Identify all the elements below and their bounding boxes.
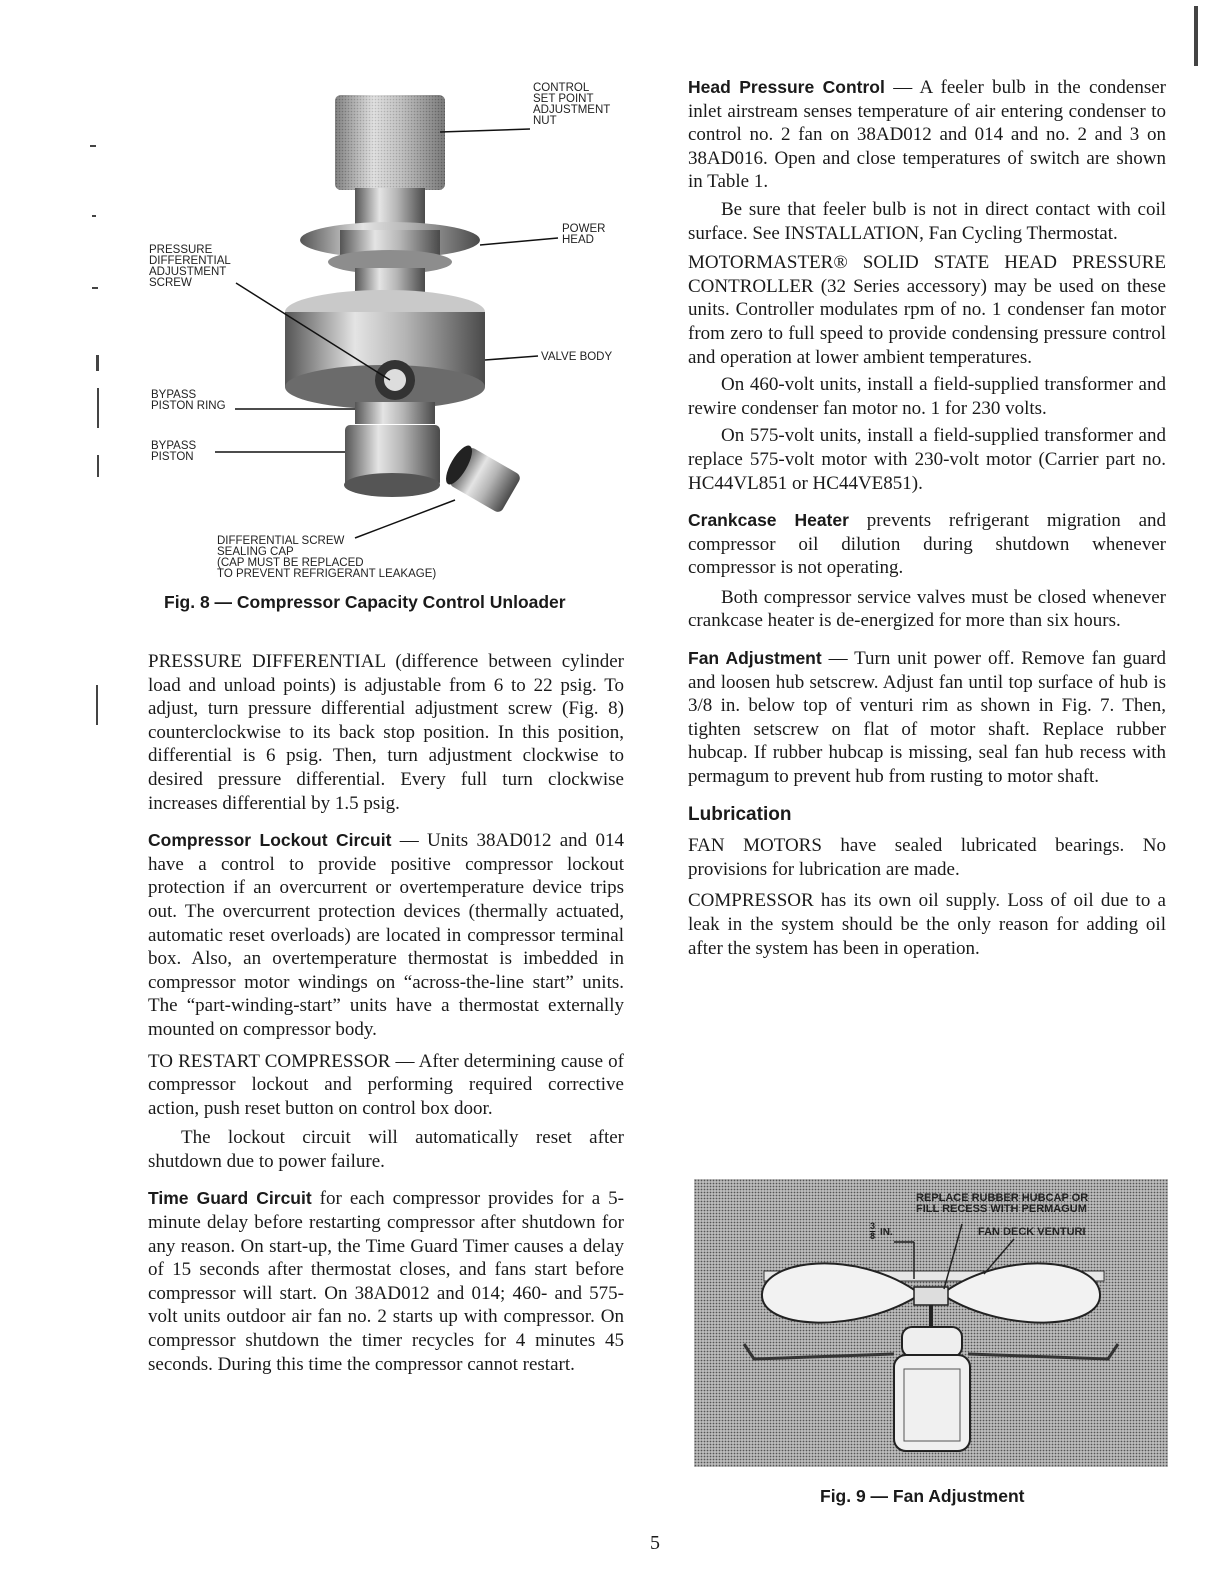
crankcase-text: prevents refrigerant migration and compressor oil dilution during shutdown whenever compressor is not operating. xyxy=(688,510,1167,579)
right-column xyxy=(688,76,1166,960)
label-fan-deck-venturi: FAN DECK VENTURI xyxy=(978,1226,1086,1238)
label-sealing-cap: DIFFERENTIAL SCREW SEALING CAP (CAP MUST BE REPLACED TO PREVENT REFRIGERANT LEAKAGE) xyxy=(217,535,437,580)
label-bypass-piston: BYPASS PISTON xyxy=(151,440,197,463)
motormaster-paragraph: MOTORMASTER® SOLID STATE HEAD PRESSURE CONTROLLER (32 Series accessory) may be used on these units. Controller modulates rpm of no. 1 condenser fan motor from zero to full speed to provide condensing pressure control and operation at lower ambient temperatures. xyxy=(688,252,1166,368)
fan-adjustment-heading: Fan Adjustment xyxy=(688,648,822,669)
restart-paragraph: TO RESTART COMPRESSOR — After determining cause of compressor lockout and performing required corrective action, push reset button on control box door. xyxy=(148,1050,624,1119)
fan-adjustment-paragraph xyxy=(688,647,1166,789)
label-control-set-point: CONTROL SET POINT ADJUSTMENT NUT xyxy=(533,82,611,127)
timeguard-text: for each compressor provides for a 5-minute delay before restarting compressor after shutdown for any reason. On start-up, the Time Guard Timer causes a delay of 15 seconds after thermostat closes, and fans start before compressor will start. On 38AD012 and 014; 460- and 575-volt units outdoor air fan no. 2 starts up with compressor. On compressor shutdown the timer recycles for 4 minutes 45 seconds. During this time the compressor cannot restart. xyxy=(148,1188,624,1375)
feeler-bulb-paragraph: Be sure that feeler bulb is not in direct contact with coil surface. See INSTALLATION, Fan Cycling Thermostat. xyxy=(688,198,1166,244)
head-pressure-text: — A feeler bulb in the condenser inlet airstream senses temperature of air entering condenser to control no. 2 fan on 38AD012 and 014 and no. 2 and 3 on 38AD016. Open and close temperatures of switch are shown in Table 1. xyxy=(688,77,1166,193)
figure-9 xyxy=(694,1179,1168,1477)
crankcase-paragraph xyxy=(688,509,1166,580)
crankcase-heading: Crankcase Heater xyxy=(688,510,849,531)
timeguard-heading: Time Guard Circuit xyxy=(148,1188,312,1209)
dimension-numerator: 3 xyxy=(870,1221,876,1231)
label-power-head: POWER HEAD xyxy=(562,223,606,246)
head-pressure-heading: Head Pressure Control xyxy=(688,77,885,97)
pressure-differential-paragraph: PRESSURE DIFFERENTIAL (difference between cylinder load and unload points) is adjustable from 6 to 22 psig. To adjust, turn pressure differential adjustment screw (Fig. 8) counterclockwise to its back stop position. In this position, differential is 6 psig. Then, turn adjustment clockwise to desired pressure differential. Every full turn clockwise increases differential by 1.5 psig. xyxy=(148,651,624,814)
label-dimension xyxy=(870,1222,875,1241)
lockout-reset-paragraph: The lockout circuit will automatically reset after shutdown due to power failure. xyxy=(148,1127,624,1172)
figure-9-caption: Fig. 9 — Fan Adjustment xyxy=(820,1486,1025,1506)
v575-paragraph: On 575-volt units, install a field-supplied transformer and replace 575-volt motor with 230-volt motor (Carrier part no. HC44VL851 or HC44VE851). xyxy=(688,425,1166,494)
fan-adjustment-illustration xyxy=(694,1179,1168,1477)
service-valves-paragraph: Both compressor service valves must be closed whenever crankcase heater is de-energized for more than six hours. xyxy=(688,586,1166,632)
label-bypass-piston-ring: BYPASS PISTON RING xyxy=(151,389,226,412)
unloader-valve-illustration xyxy=(140,80,630,600)
lubrication-heading: Lubrication xyxy=(688,803,792,825)
lockout-text: — Units 38AD012 and 014 have a control to provide positive compressor lockout protection if an overcurrent or overtemperature device trips out. The overcurrent protection devices (thermally actuated, automatic reset overloads) are located in compressor terminal box. Also, an overtemperature thermostat is imbedded in compressor motor windings on “across-the-line start” units. The “part-winding-start” units have a thermostat externally mounted on compressor body. xyxy=(148,830,624,1040)
head-pressure-paragraph xyxy=(688,76,1166,194)
fan-adjustment-text: — Turn unit power off. Remove fan guard and loosen hub setscrew. Adjust fan until top surface of hub is 3/8 in. below top of venturi rim as shown in Fig. 7. Then, tighten setscrew on flat of motor shaft. Replace rubber hubcap. If rubber hubcap is missing, seal fan hub recess with permagum to prevent hub from rusting to motor shaft. xyxy=(688,648,1166,788)
fan-motors-paragraph: FAN MOTORS have sealed lubricated bearings. No provisions for lubrication are made. xyxy=(688,835,1166,880)
timeguard-paragraph xyxy=(148,1187,624,1376)
dimension-unit: IN. xyxy=(880,1227,893,1238)
v460-paragraph: On 460-volt units, install a field-supplied transformer and rewire condenser fan motor no. 1 for 230 volts. xyxy=(688,374,1166,419)
left-column xyxy=(148,650,624,1376)
lockout-paragraph xyxy=(148,829,624,1041)
label-pressure-differential-screw: PRESSURE DIFFERENTIAL ADJUSTMENT SCREW xyxy=(149,244,231,289)
label-replace-hubcap: REPLACE RUBBER HUBCAP OR FILL RECESS WITH PERMAGUM xyxy=(916,1192,1089,1215)
figure-8-caption: Fig. 8 — Compressor Capacity Control Unloader xyxy=(164,592,566,612)
page-number: 5 xyxy=(650,1532,660,1554)
figure-8 xyxy=(140,80,630,600)
dimension-denominator: 8 xyxy=(870,1231,876,1241)
label-valve-body: VALVE BODY xyxy=(541,351,613,363)
compressor-oil-paragraph: COMPRESSOR has its own oil supply. Loss of oil due to a leak in the system should be the only reason for adding oil after the system has been in operation. xyxy=(688,890,1166,959)
lockout-heading: Compressor Lockout Circuit xyxy=(148,830,392,851)
